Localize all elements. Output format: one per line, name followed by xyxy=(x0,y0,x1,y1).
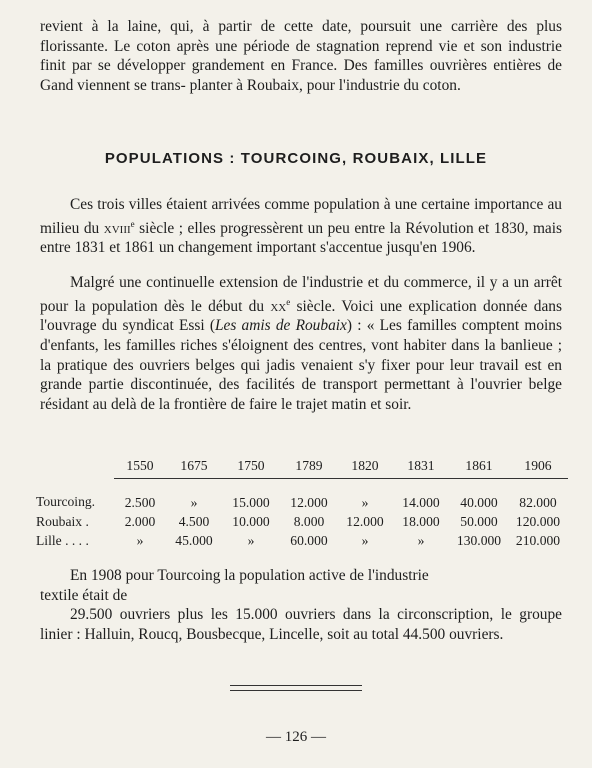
superscript: e xyxy=(130,218,135,229)
table-cell: » xyxy=(361,494,369,510)
para3-line: 44.500 ouvriers. xyxy=(402,625,504,643)
table-cell: 10.000 xyxy=(232,513,270,529)
para2-line: ) : « Les familles comptent moins d'enfants, les familles xyxy=(40,317,562,354)
table-cell: 2.000 xyxy=(124,513,156,529)
para2-line: permettant à l'ouvrier belge résidant au delà de la frontière de faire xyxy=(40,376,562,413)
table-cell: 2.500 xyxy=(124,494,156,510)
century-numeral: xx xyxy=(270,297,287,315)
book-title: de Roubaix xyxy=(275,317,347,335)
intro-paragraph xyxy=(40,17,562,95)
year-header: 1831 xyxy=(392,458,450,479)
year-header: 1906 xyxy=(508,458,568,479)
book-title: Les amis xyxy=(214,317,271,335)
table-row xyxy=(36,512,568,531)
para2-line: pratique des ouvriers belges qui jadis venaient s'y fixer pour leur xyxy=(56,356,474,374)
table-cell: 12.000 xyxy=(290,494,328,510)
table-cell: 18.000 xyxy=(402,513,440,529)
table-cell: » xyxy=(136,532,144,548)
year-header: 1861 xyxy=(450,458,508,479)
paragraph-2 xyxy=(40,273,562,414)
table-cell: 50.000 xyxy=(460,513,498,529)
intro-line: des plus florissante. Le coton après une période de stagnation xyxy=(40,18,562,55)
table-cell: 14.000 xyxy=(402,494,440,510)
table-cell: 4.500 xyxy=(178,513,210,529)
para3-line: 29.500 ouvriers plus les 15.000 ouvriers dans la circonscription, xyxy=(70,606,494,624)
divider-rule xyxy=(230,685,362,686)
year-header: 1550 xyxy=(114,458,166,479)
table-row xyxy=(36,531,568,550)
para1-line: importance au milieu du xyxy=(40,196,562,237)
table-cell: 210.000 xyxy=(515,532,561,548)
table-cell: 45.000 xyxy=(175,532,213,548)
city-name: Roubaix . xyxy=(36,513,89,529)
table-cell: 130.000 xyxy=(456,532,502,548)
superscript: e xyxy=(286,296,291,307)
para1-line: Ces trois villes étaient arrivées comme population à une certaine xyxy=(70,196,470,213)
table-header-row xyxy=(36,458,568,479)
table-row xyxy=(36,479,568,513)
intro-line: reprend vie et son industrie finit par se développer grandement en xyxy=(40,37,562,75)
population-table xyxy=(36,458,568,550)
para2-line: Malgré une continuelle extension de l'industrie et du commerce, xyxy=(70,274,472,291)
para2-line: le trajet matin et soir. xyxy=(281,395,412,413)
page-number: — 126 — xyxy=(266,729,326,745)
para1-line: siècle ; elles progressèrent un peu xyxy=(134,219,350,237)
para2-line: une explication donnée dans l'ouvrage du syndicat Essi ( xyxy=(40,297,562,335)
intro-line: planter à Roubaix, pour l'industrie du coton. xyxy=(189,76,461,94)
year-header: 1820 xyxy=(338,458,392,479)
table-cell: 60.000 xyxy=(290,532,328,548)
para2-line: riches s'éloignent des centres, vont habiter dans la banlieue ; la xyxy=(40,336,562,374)
para2-line: siècle. Voici xyxy=(290,297,374,315)
year-header: 1675 xyxy=(166,458,222,479)
table-cell: 82.000 xyxy=(519,494,557,510)
table-cell: » xyxy=(361,532,369,548)
table-cell: 40.000 xyxy=(460,494,498,510)
para1-line: entre la Révolution et 1830, mais entre 1831 et 1861 un changement xyxy=(40,219,563,257)
intro-line: revient à la laine, qui, à partir de cette date, poursuit une carrière xyxy=(40,18,498,35)
intro-line: France. Des familles ouvrières entières de Gand viennent se trans- xyxy=(40,57,562,94)
century-numeral: xviii xyxy=(103,219,131,237)
section-heading: POPULATIONS : TOURCOING, ROUBAIX, LILLE xyxy=(104,150,488,167)
para3-line: En 1908 pour Tourcoing la population active de l'industrie xyxy=(70,567,429,584)
para1-line: important s'accentue jusqu'en 1906. xyxy=(256,239,476,257)
para2-line: il y a un arrêt pour la population dès le début du xyxy=(40,274,562,315)
table-cell: » xyxy=(190,494,198,510)
table-cell: 120.000 xyxy=(515,513,561,529)
year-header: 1789 xyxy=(280,458,338,479)
para2-line: travail est en grande partie discontinuée, des facilités de transport xyxy=(40,356,562,394)
table-cell: 12.000 xyxy=(346,513,384,529)
city-name: Tourcoing. xyxy=(36,494,96,510)
city-name: Lille . . . . xyxy=(36,532,89,548)
table-cell: » xyxy=(417,532,425,548)
para3-line: le groupe linier : Halluin, Roucq, Bousbecque, Lincelle, soit au total xyxy=(40,606,563,643)
year-header: 1750 xyxy=(222,458,280,479)
divider-rule xyxy=(230,690,362,691)
para3-line: textile était de xyxy=(40,586,128,604)
table-cell: 15.000 xyxy=(232,494,270,510)
table-cell: » xyxy=(247,532,255,548)
paragraph-1 xyxy=(40,195,562,258)
paragraph-3 xyxy=(40,566,562,644)
table-cell: 8.000 xyxy=(293,513,325,529)
